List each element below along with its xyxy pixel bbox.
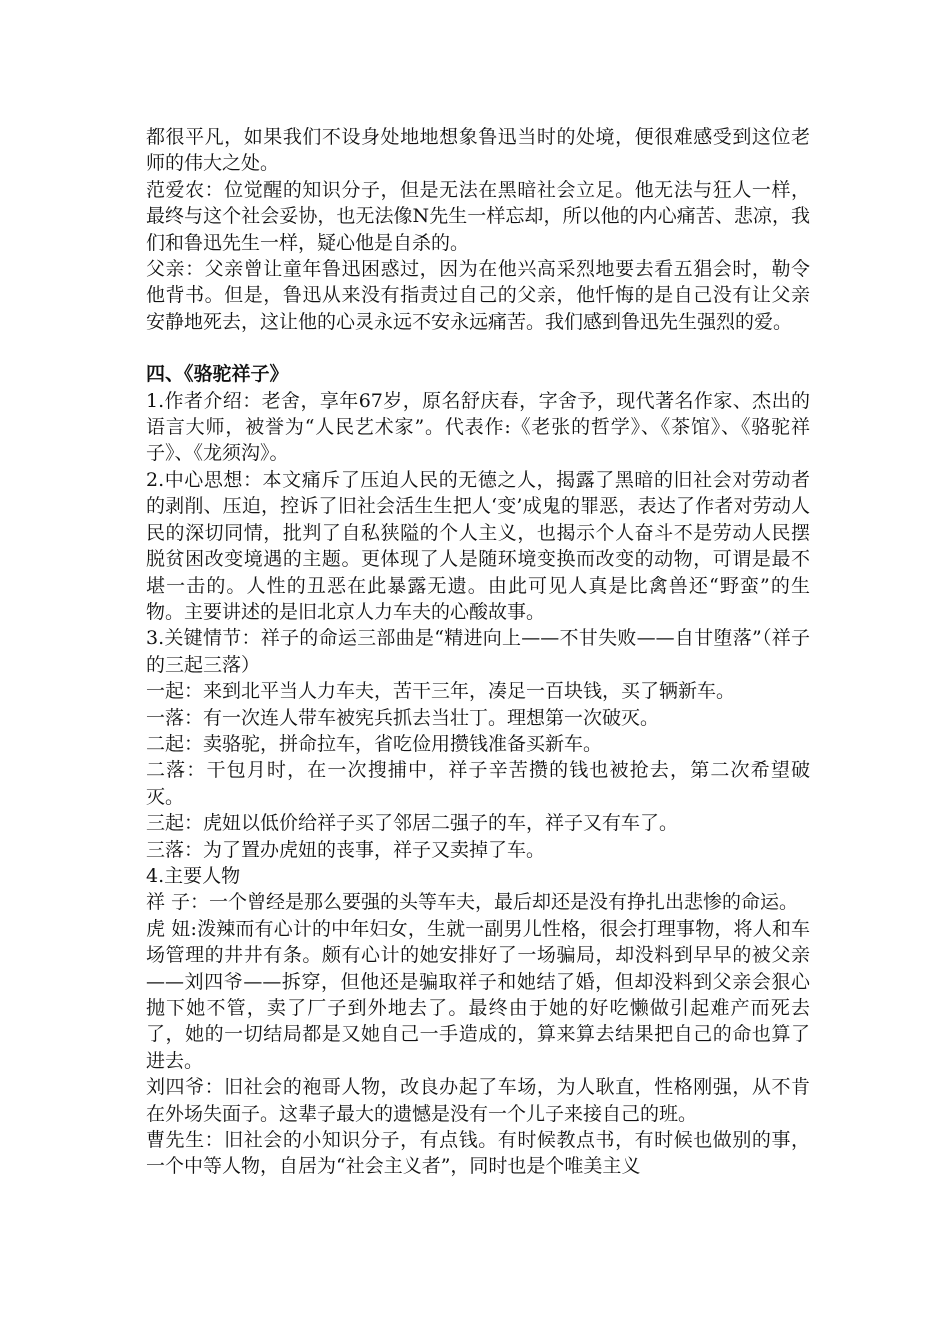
paragraph-xiangzi: 祥 子：一个曾经是那么要强的头等车夫，最后却还是没有挣扎出悲惨的命运。 — [146, 891, 799, 914]
paragraph-fall-2: 二落：干包月时，在一次搜捕中，祥子辛苦攒的钱也被抢去，第二次希望破灭。 — [146, 759, 810, 808]
paragraph-fall-1: 一落：有一次连人带车被宪兵抓去当壮丁。理想第一次破灭。 — [146, 706, 660, 729]
paragraph-key-plot: 3.关键情节：祥子的命运三部曲是“精进向上——不甘失败——自甘堕落”（祥子的三起三落） — [146, 627, 810, 676]
paragraph-rise-1: 一起：来到北平当人力车夫，苦干三年，凑足一百块钱，买了辆新车。 — [146, 680, 736, 703]
paragraph-author-intro: 1.作者介绍：老舍，享年67岁，原名舒庆春，字舍予，现代著名作家、杰出的语言大师，被誉为“人民艺术家”。代表作:《老张的哲学》、《茶馆》、《骆驼祥子》、《龙须沟》。 — [146, 389, 810, 465]
paragraph-fan-ainong: 范爱农：位觉醒的知识分子，但是无法在黑暗社会立足。他无法与狂人一样，最终与这个社会妥协，也无法像N先生一样忘却，所以他的内心痛苦、悲凉，我们和鲁迅先生一样，疑心他是自杀的。 — [146, 178, 810, 254]
document-page — [146, 124, 810, 1180]
paragraph-mr-cao: 曹先生：旧社会的小知识分子，有点钱。有时候教点书，有时候也做别的事，一个中等人物，自居为“社会主义者”，同时也是个唯美主义 — [146, 1129, 810, 1178]
paragraph-rise-2: 二起：卖骆驼，拼命拉车，省吃俭用攒钱准备买新车。 — [146, 732, 603, 755]
paragraph-rise-3: 三起：虎妞以低价给祥子买了邻居二强子的车，祥子又有车了。 — [146, 812, 679, 835]
paragraph-liu-siye: 刘四爷：旧社会的袍哥人物，改良办起了车场，为人耿直，性格刚强，从不肯在外场失面子。这辈子最大的遗憾是没有一个儿子来接自己的班。 — [146, 1076, 810, 1125]
paragraph-main-characters: 4.主要人物 — [146, 864, 241, 887]
paragraph-father: 父亲：父亲曾让童年鲁迅困惑过，因为在他兴高采烈地要去看五猖会时，勒令他背书。但是，鲁迅从来没有指责过自己的父亲，他忏悔的是自己没有让父亲安静地死去，这让他的心灵永远不安永远痛苦。我们感到鲁迅先生强烈的爱。 — [146, 258, 810, 333]
paragraph-teacher-end: 都很平凡，如果我们不设身处地地想象鲁迅当时的处境，便很难感受到这位老师的伟大之处。 — [146, 126, 810, 175]
blank-line — [146, 335, 810, 361]
paragraph-fall-3: 三落：为了置办虎妞的丧事，祥子又卖掉了车。 — [146, 838, 546, 861]
paragraph-central-idea: 2.中心思想：本文痛斥了压迫人民的无德之人，揭露了黑暗的旧社会对劳动者的剥削、压迫，控诉了旧社会活生生把人‘变’成鬼的罪恶，表达了作者对劳动人民的深切同情，批判了自私狭隘的个人主义，也揭示个人奋斗不是劳动人民摆脱贫困改变境遇的主题。更体现了人是随环境变换而改变的动物，可谓是最不堪一击的。人性的丑恶在此暴露无遗。由此可见人真是比禽兽还“野蛮”的生物。主要讲述的是旧北京人力车夫的心酸故事。 — [146, 468, 810, 623]
paragraph-huniu: 虎 妞:泼辣而有心计的中年妇女，生就一副男儿性格，很会打理事物，将人和车场管理的井井有条。颇有心计的她安排好了一场骗局，却没料到早早的被父亲——刘四爷——拆穿，但他还是骗取祥子和她结了婚，但却没料到父亲会狠心抛下她不管，卖了厂子到外地去了。最终由于她的好吃懒做引起难产而死去了，她的一切结局都是又她自己一手造成的，算来算去结果把自己的命也算了进去。 — [146, 917, 810, 1072]
section-heading: 四、《骆驼祥子》 — [146, 363, 289, 386]
